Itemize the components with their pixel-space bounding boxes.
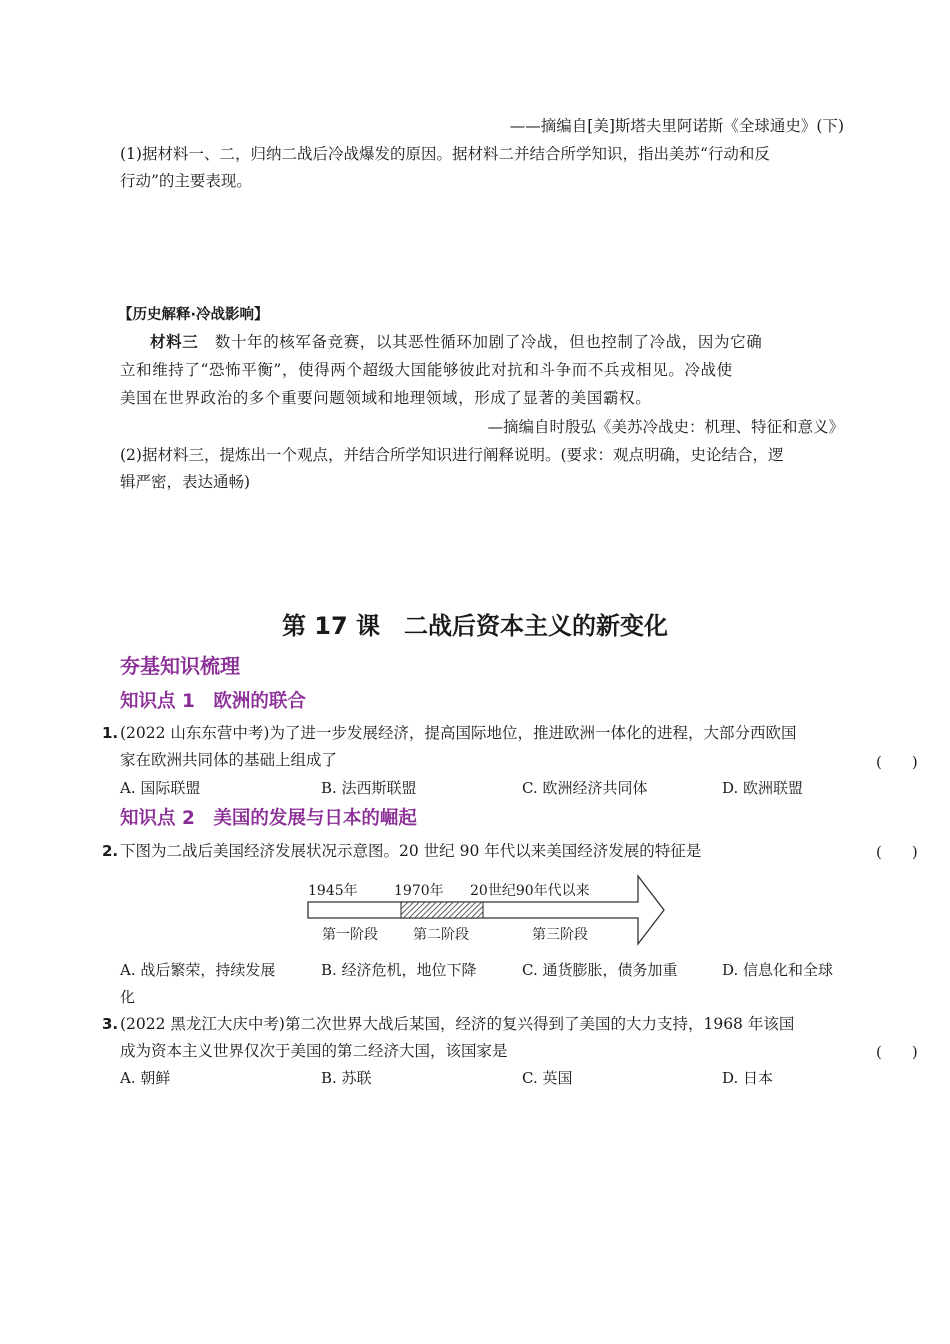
material3-label: 材料三 [150, 333, 199, 351]
question-1-option-d[interactable]: D. 欧洲联盟 [722, 779, 804, 797]
question-3-option-c[interactable]: C. 英国 [522, 1069, 573, 1087]
question-1-line1: (2022 山东东营中考)为了进一步发展经济，提高国际地位，推进欧洲一体化的进程，大部分西欧国 [120, 724, 797, 742]
stage-2-label: 第二阶段 [413, 927, 469, 943]
section-label: 【历史解释·冷战影响】 [118, 307, 269, 323]
question-1-option-b[interactable]: B. 法西斯联盟 [321, 779, 417, 797]
question-3-line2: 成为资本主义世界仅次于美国的第二经济大国，该国家是 [120, 1042, 508, 1060]
question-2-option-d[interactable]: D. 信息化和全球 [722, 961, 834, 979]
question-2-option-a[interactable]: A. 战后繁荣，持续发展 [120, 961, 276, 979]
question-1-option-c[interactable]: C. 欧洲经济共同体 [522, 779, 648, 797]
question-2-line1: 下图为二战后美国经济发展状况示意图。20 世纪 90 年代以来美国经济发展的特征是 [120, 842, 702, 860]
material3-text-1: 数十年的核军备竞赛，以其恶性循环加剧了冷战，但也控制了冷战，因为它确 [214, 333, 763, 351]
stage-2-hatched-segment [401, 902, 483, 918]
knowledge-point-2: 知识点 2 美国的发展与日本的崛起 [120, 808, 417, 829]
q1-part2-line1: (2)据材料三，提炼出一个观点，并结合所学知识进行阐释说明。(要求：观点明确，史论结合，逻 [120, 446, 784, 464]
question-1-answer-blank[interactable]: ( ) [876, 753, 918, 771]
question-1-number: 1. [102, 724, 119, 742]
label-1970: 1970年 [394, 883, 444, 899]
question-3-line1: (2022 黑龙江大庆中考)第二次世界大战后某国，经济的复兴得到了美国的大力支持，1968 年该国 [120, 1015, 795, 1033]
question-3-number: 3. [102, 1015, 119, 1033]
knowledge-heading: 夯基知识梳理 [120, 654, 240, 678]
us-economy-timeline-diagram [300, 868, 670, 948]
material3-line2: 立和维持了“恐怖平衡”，使得两个超级大国能够彼此对抗和斗争而不兵戎相见。冷战使 [120, 361, 733, 379]
q1-part1-line1: (1)据材料一、二，归纳二战后冷战爆发的原因。据材料二并结合所学知识，指出美苏“行动和反 [120, 145, 770, 163]
material3-line3: 美国在世界政治的多个重要问题领域和地理领域，形成了显著的美国霸权。 [120, 389, 652, 407]
knowledge-point-1: 知识点 1 欧洲的联合 [120, 691, 306, 712]
question-2-number: 2. [102, 842, 119, 860]
question-3-answer-blank[interactable]: ( ) [876, 1043, 918, 1061]
question-3-option-a[interactable]: A. 朝鲜 [120, 1069, 171, 1087]
question-1-line2: 家在欧洲共同体的基础上组成了 [120, 751, 338, 769]
q1-part1-line2: 行动”的主要表现。 [120, 172, 252, 190]
material3-source: —摘编自时殷弘《美苏冷战史：机理、特征和意义》 [487, 418, 844, 436]
lesson-title: 第 17 课 二战后资本主义的新变化 [281, 612, 669, 640]
question-2-option-c[interactable]: C. 通货膨胀，债务加重 [522, 961, 678, 979]
label-1945: 1945年 [308, 883, 358, 899]
material2-source: ——摘编自[美]斯塔夫里阿诺斯《全球通史》(下) [509, 117, 844, 135]
question-2-option-d-wrap: 化 [120, 988, 136, 1006]
question-3-option-b[interactable]: B. 苏联 [321, 1069, 372, 1087]
stage-3-label: 第三阶段 [532, 927, 588, 943]
label-1990s: 20世纪90年代以来 [470, 883, 590, 899]
question-2-option-b[interactable]: B. 经济危机，地位下降 [321, 961, 477, 979]
material3-line1 [150, 328, 762, 356]
question-3-option-d[interactable]: D. 日本 [722, 1069, 774, 1087]
stage-1-label: 第一阶段 [322, 927, 378, 943]
question-1-option-a[interactable]: A. 国际联盟 [120, 779, 201, 797]
q1-part2-line2: 辑严密，表达通畅) [120, 473, 251, 491]
question-2-answer-blank[interactable]: ( ) [876, 843, 918, 861]
